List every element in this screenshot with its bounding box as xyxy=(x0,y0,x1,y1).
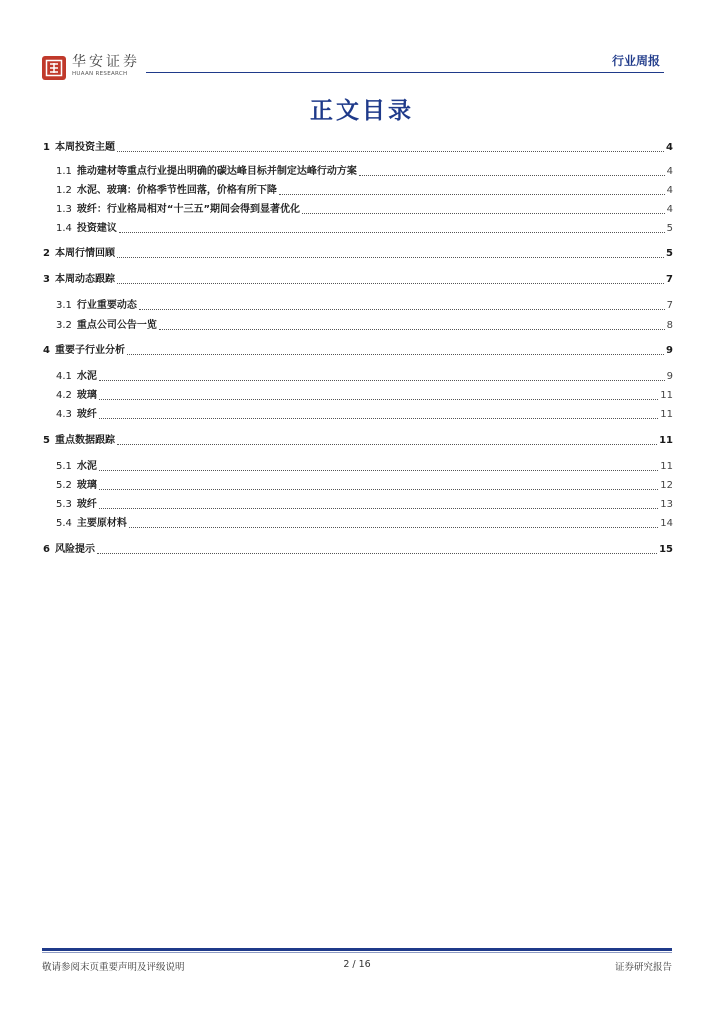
toc-dot-leader xyxy=(97,553,657,554)
toc-dot-leader xyxy=(99,508,658,509)
toc-entry-text: 水泥 xyxy=(76,461,97,472)
toc-entry-text: 推动建材等重点行业提出明确的碳达峰目标并制定达峰行动方案 xyxy=(76,166,357,177)
toc-entry-page: 9 xyxy=(666,345,673,356)
toc-entry[interactable] xyxy=(43,219,673,235)
toc-entry-number: 5.3 xyxy=(56,499,72,510)
toc-entry-label xyxy=(56,300,137,312)
toc-entry-number: 3.2 xyxy=(56,320,72,331)
toc-entry-label xyxy=(56,518,127,530)
toc-entry-page: 11 xyxy=(660,409,673,420)
toc-entry-label xyxy=(56,223,117,235)
toc-entry-text: 主要原材料 xyxy=(76,518,127,529)
report-type-label: 行业周报 xyxy=(611,54,660,68)
toc-entry-number: 4 xyxy=(43,345,50,356)
toc-entry-label xyxy=(56,371,97,383)
toc-dot-leader xyxy=(117,283,664,284)
toc-entry-page: 11 xyxy=(659,435,673,446)
toc-entry[interactable] xyxy=(43,270,673,286)
toc-dot-leader xyxy=(129,527,658,528)
toc-dot-leader xyxy=(99,489,658,490)
toc-entry-number: 4.1 xyxy=(56,371,72,382)
toc-entry-page: 7 xyxy=(666,274,673,285)
toc-entry-text: 本周投资主题 xyxy=(54,142,115,153)
toc-entry-page: 4 xyxy=(666,142,673,153)
toc-dot-leader xyxy=(99,380,665,381)
toc-entry[interactable] xyxy=(43,341,673,357)
toc-entry-label xyxy=(56,166,357,178)
toc-entry-label xyxy=(43,274,115,286)
toc-entry-text: 重点数据跟踪 xyxy=(54,435,115,446)
toc-entry[interactable] xyxy=(43,244,673,260)
toc-entry[interactable] xyxy=(43,367,673,383)
toc-entry-number: 1.2 xyxy=(56,185,72,196)
footer-divider xyxy=(42,948,672,951)
footer-divider-thin xyxy=(42,952,672,953)
toc-entry-label xyxy=(43,544,95,556)
toc-title: 正文目录 xyxy=(310,98,414,124)
toc-entry-page: 4 xyxy=(666,204,673,215)
toc-entry-text: 行业重要动态 xyxy=(76,300,137,311)
toc-dot-leader xyxy=(99,418,658,419)
toc-entry[interactable] xyxy=(43,316,673,332)
toc-entry-number: 1.1 xyxy=(56,166,72,177)
toc-entry-label xyxy=(43,345,125,357)
toc-dot-leader xyxy=(139,309,665,310)
toc-entry-text: 本周动态跟踪 xyxy=(54,274,115,285)
toc-entry-page: 13 xyxy=(660,499,673,510)
footer-disclaimer: 敬请参阅末页重要声明及评级说明 xyxy=(42,962,185,973)
toc-entry[interactable] xyxy=(43,431,673,447)
toc-entry-page: 11 xyxy=(660,461,673,472)
toc-dot-leader xyxy=(99,470,658,471)
toc-dot-leader xyxy=(99,399,658,400)
toc-entry-label xyxy=(43,248,115,260)
toc-entry-page: 14 xyxy=(660,518,673,529)
toc-entry-number: 4.2 xyxy=(56,390,72,401)
toc-entry-page: 9 xyxy=(666,371,673,382)
toc-entry-label xyxy=(56,204,300,216)
toc-entry-number: 1.3 xyxy=(56,204,72,215)
toc-entry[interactable] xyxy=(43,162,673,178)
toc-entry[interactable] xyxy=(43,200,673,216)
toc-entry-label xyxy=(43,435,115,447)
toc-entry-number: 5.1 xyxy=(56,461,72,472)
toc-entry-page: 4 xyxy=(666,185,673,196)
toc-entry[interactable] xyxy=(43,495,673,511)
toc-entry-number: 2 xyxy=(43,248,50,259)
logo-wordmark xyxy=(72,55,140,78)
toc-entry-text: 重要子行业分析 xyxy=(54,345,125,356)
toc-entry-text: 投资建议 xyxy=(76,223,117,234)
toc-entry[interactable] xyxy=(43,457,673,473)
toc-entry-label xyxy=(56,185,277,197)
toc-entry[interactable] xyxy=(43,476,673,492)
toc-dot-leader xyxy=(117,257,664,258)
toc-entry-label xyxy=(43,142,115,154)
toc-entry-text: 玻璃 xyxy=(76,390,97,401)
logo-name-cn: 华安证券 xyxy=(72,54,140,70)
huaan-seal-logo-icon xyxy=(42,56,66,80)
toc-entry-page: 5 xyxy=(666,248,673,259)
toc-dot-leader xyxy=(127,354,664,355)
toc-entry-page: 7 xyxy=(666,300,673,311)
toc-dot-leader xyxy=(359,175,665,176)
toc-entry-page: 15 xyxy=(659,544,673,555)
logo-name-en: HUAAN RESEARCH xyxy=(72,71,128,77)
toc-entry-number: 1.4 xyxy=(56,223,72,234)
toc-entry-text: 玻璃 xyxy=(76,480,97,491)
toc-dot-leader xyxy=(117,444,657,445)
toc-entry[interactable] xyxy=(43,181,673,197)
toc-dot-leader xyxy=(279,194,665,195)
toc-entry-label xyxy=(56,390,97,402)
toc-entry-text: 水泥 xyxy=(76,371,97,382)
toc-entry-page: 8 xyxy=(666,320,673,331)
toc-entry-text: 本周行情回顾 xyxy=(54,248,115,259)
toc-entry-text: 玻纤：行业格局相对“十三五”期间会得到显著优化 xyxy=(76,204,301,215)
toc-entry-number: 3 xyxy=(43,274,50,285)
toc-entry-text: 重点公司公告一览 xyxy=(76,320,157,331)
toc-entry-text: 玻纤 xyxy=(76,409,97,420)
toc-entry-label xyxy=(56,499,97,511)
toc-entry[interactable] xyxy=(43,540,673,556)
toc-entry-page: 4 xyxy=(666,166,673,177)
toc-entry[interactable] xyxy=(43,386,673,402)
toc-entry-label xyxy=(56,461,97,473)
toc-entry-text: 水泥、玻璃：价格季节性回落，价格有所下降 xyxy=(76,185,277,196)
toc-entry-page: 12 xyxy=(660,480,673,491)
toc-dot-leader xyxy=(159,329,665,330)
toc-entry-number: 6 xyxy=(43,544,50,555)
toc-entry[interactable] xyxy=(43,405,673,421)
toc-entry[interactable] xyxy=(43,296,673,312)
toc-entry-number: 3.1 xyxy=(56,300,72,311)
header-divider xyxy=(146,72,664,73)
toc-entry-number: 1 xyxy=(43,142,50,153)
page-footer xyxy=(42,948,672,975)
toc-entry-label xyxy=(56,409,97,421)
toc-entry-page: 11 xyxy=(660,390,673,401)
page-number: 2 / 16 xyxy=(343,959,371,970)
toc-entry-number: 5.4 xyxy=(56,518,72,529)
toc-entry-text: 风险提示 xyxy=(54,544,95,555)
toc-entry-number: 4.3 xyxy=(56,409,72,420)
toc-entry-label xyxy=(56,320,157,332)
toc-entry-page: 5 xyxy=(666,223,673,234)
toc-entry-text: 玻纤 xyxy=(76,499,97,510)
toc-entry[interactable] xyxy=(43,514,673,530)
toc-dot-leader xyxy=(119,232,665,233)
footer-doc-type: 证券研究报告 xyxy=(614,962,672,973)
toc-entry[interactable] xyxy=(43,138,673,154)
toc-entry-number: 5.2 xyxy=(56,480,72,491)
toc-entry-number: 5 xyxy=(43,435,50,446)
page-header xyxy=(42,52,664,86)
toc-dot-leader xyxy=(117,151,664,152)
toc-dot-leader xyxy=(302,213,665,214)
toc-entry-label xyxy=(56,480,97,492)
